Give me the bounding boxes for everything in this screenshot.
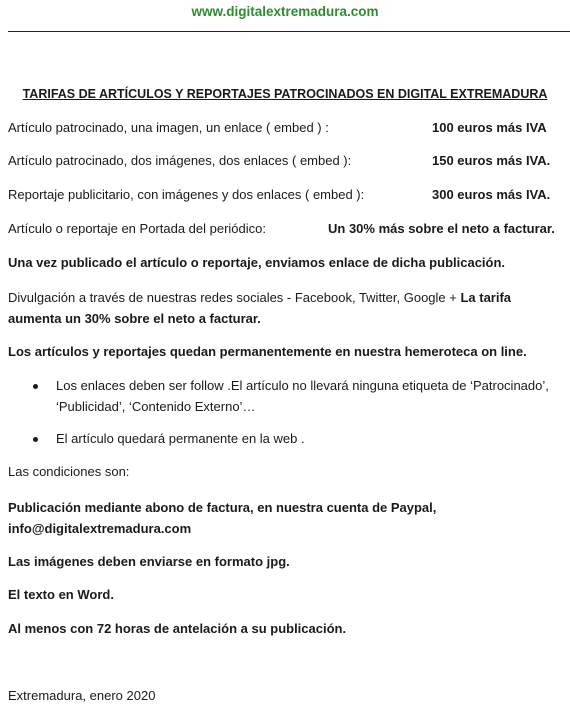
bullet-item-2: El artículo quedará permanente en la web . [56,431,305,446]
rate-price-4: Un 30% más sobre el neto a facturar. [328,221,555,236]
header-url[interactable]: www.digitalextremadura.com [191,4,379,19]
archive-note: Los artículos y reportajes quedan permanentemente en nuestra hemeroteca on line. [8,344,527,359]
social-text: Divulgación a través de nuestras redes sociales - Facebook, Twitter, Google + [8,290,461,305]
rate-price-3: 300 euros más IVA. [432,187,551,202]
page-title: TARIFAS DE ARTÍCULOS Y REPORTAJES PATROCINADOS EN DIGITAL EXTREMADURA [22,87,548,101]
publish-note: Una vez publicado el artículo o reportaje, enviamos enlace de dicha publicación. [8,255,506,270]
rate-label-1: Artículo patrocinado, una imagen, un enlace ( embed ) : [8,120,329,135]
bullet-item-1: Los enlaces deben ser follow .El artículo no llevará ninguna etiqueta de ‘Patrocinado’, ‘Publicidad’, ‘Contenido Externo’… [56,378,549,414]
rate-label-4: Artículo o reportaje en Portada del periódico: [8,221,266,236]
social-surcharge: La tarifa aumenta un 30% sobre el neto a facturar. [8,290,512,326]
rate-price-2: 150 euros más IVA. [432,153,551,168]
rate-price-1: 100 euros más IVA [432,120,547,135]
header-divider [8,31,570,32]
footer-date: Extremadura, enero 2020 [8,688,156,703]
bullet-icon [33,384,38,389]
rate-label-3: Reportaje publicitario, con imágenes y dos enlaces ( embed ): [8,187,365,202]
condition-2: Las imágenes deben enviarse en formato jpg. [8,554,290,569]
condition-4: Al menos con 72 horas de antelación a su publicación. [8,621,347,636]
conditions-intro: Las condiciones son: [8,464,130,479]
bullet-icon [33,437,38,442]
condition-1: Publicación mediante abono de factura, en nuestra cuenta de Paypal, info@digitalextremadura.com [8,500,437,536]
condition-3: El texto en Word. [8,587,114,602]
social-paragraph [8,287,563,329]
rate-label-2: Artículo patrocinado, dos imágenes, dos enlaces ( embed ): [8,153,352,168]
